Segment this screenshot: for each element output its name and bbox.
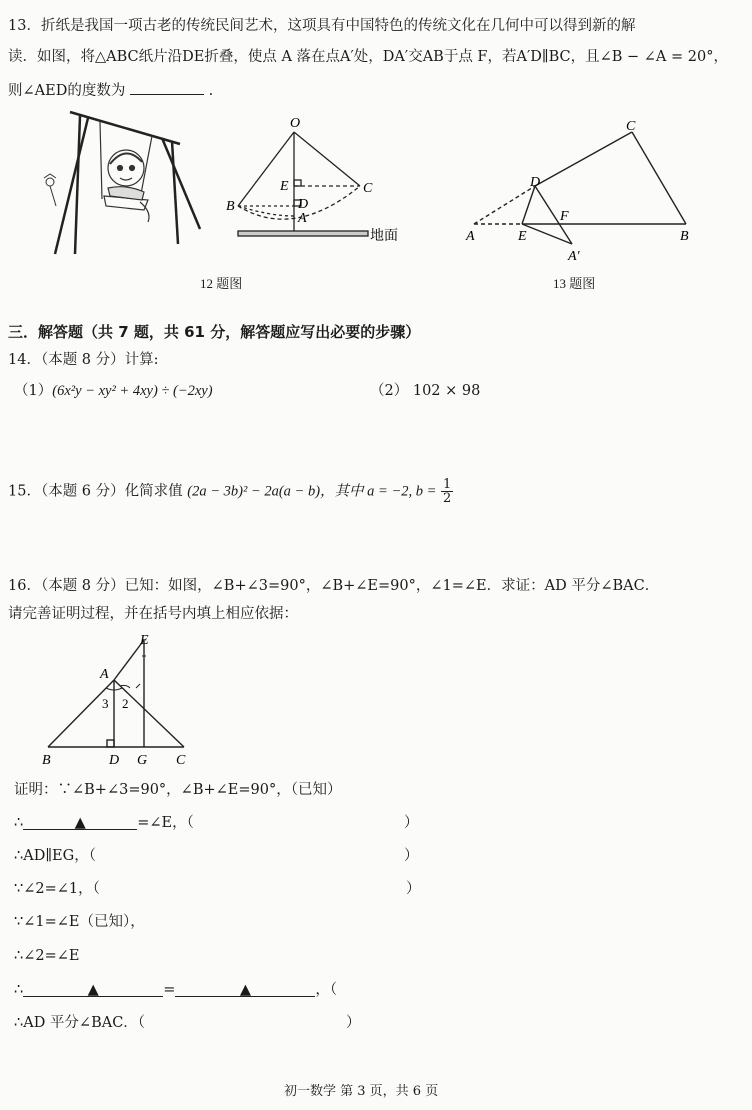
proof-line2 xyxy=(14,813,194,833)
q14-title: 14．（本题 8 分）计算: xyxy=(8,352,159,368)
proof-line3-close: ） xyxy=(404,848,419,864)
label-2: 2 xyxy=(122,696,129,711)
q13-line3-text: 则∠AED的度数为 xyxy=(8,83,126,99)
label-F: F xyxy=(560,209,569,224)
proof-line7-text: ，（ xyxy=(315,982,338,998)
figure-12-diagram xyxy=(220,112,410,247)
q15-expr: (2a − 3b)² − 2a(a − b)，其中 a = −2, b = xyxy=(187,483,437,500)
label-C: C xyxy=(626,119,636,134)
label-E: E xyxy=(140,633,149,648)
label-A: A xyxy=(298,211,307,226)
q14-part2 xyxy=(370,381,480,401)
q16-line1: 16．（本题 8 分）已知：如图，∠B+∠3=90°，∠B+∠E=90°，∠1=∠E．求证：AD 平分∠BAC． xyxy=(8,578,660,594)
q14-part2-label: （2） xyxy=(370,383,409,399)
q13-line3-end: . xyxy=(208,83,214,99)
label-C: C xyxy=(176,753,186,768)
proof-line4-close: ） xyxy=(406,881,421,897)
label-B: B xyxy=(42,753,51,768)
answer-blank-13[interactable] xyxy=(130,78,204,95)
proof-line5: ∵∠1=∠E（已知）， xyxy=(14,914,145,930)
label-D: D xyxy=(530,175,541,190)
q15-fraction xyxy=(441,478,453,505)
q13-line2: 读．如图，将△ABC纸片沿DE折叠，使点 A 落在点A′处，DA′交AB于点 F，若A′D∥BC，且∠B − ∠A = 20°， xyxy=(8,49,728,65)
figure-16-diagram xyxy=(36,630,196,770)
proof-blank-1[interactable] xyxy=(23,813,137,830)
swing-girl-illustration xyxy=(40,104,210,264)
fig13-caption: 13 题图 xyxy=(553,276,596,291)
label-D: D xyxy=(298,197,309,212)
proof-line2-close: ） xyxy=(404,815,419,831)
q13-line3 xyxy=(8,78,213,101)
proof-line1: 证明：∵∠B+∠3=90°，∠B+∠E=90°，（已知） xyxy=(14,782,342,798)
q15-frac-num: 1 xyxy=(443,477,452,492)
proof-line8-close: ） xyxy=(346,1015,361,1031)
q14-part1 xyxy=(14,381,213,401)
label-3: 3 xyxy=(102,696,109,711)
proof-line3: ∴AD∥EG，（ xyxy=(14,848,96,864)
label-O: O xyxy=(290,116,301,131)
blank-marker: ▲ xyxy=(239,982,251,998)
proof-blank-3[interactable] xyxy=(175,980,315,997)
label-B: B xyxy=(680,229,689,244)
blank-marker: ▲ xyxy=(87,982,99,998)
proof-line2-text: =∠E，（ xyxy=(137,815,194,831)
blank-marker: ▲ xyxy=(74,815,86,831)
q15-text: 15．（本题 6 分）化简求值 xyxy=(8,483,183,500)
proof-line8: ∴AD 平分∠BAC．（ xyxy=(14,1015,146,1031)
label-E: E xyxy=(518,229,527,244)
q14-part2-expr: 102 × 98 xyxy=(412,383,481,399)
q16-line2: 请完善证明过程，并在括号内填上相应依据： xyxy=(8,606,298,622)
proof-line6: ∴∠2=∠E xyxy=(14,948,80,964)
q13-line1: 13．折纸是我国一项古老的传统民间艺术，这项具有中国特色的传统文化在几何中可以得到新的解 xyxy=(8,18,636,34)
label-A: A xyxy=(466,229,475,244)
q14-part1-expr: (6x²y − xy² + 4xy) ÷ (−2xy) xyxy=(52,383,213,399)
label-A-prime: A′ xyxy=(568,249,580,264)
page-footer: 初一数学 第 3 页，共 6 页 xyxy=(284,1084,439,1099)
q15-frac-den: 2 xyxy=(443,491,452,506)
q15-line xyxy=(8,478,453,505)
proof-line7-prefix: ∴ xyxy=(14,982,24,998)
proof-line4: ∵∠2=∠1，（ xyxy=(14,881,100,897)
section3-title: 三．解答题（共 7 题，共 61 分，解答题应写出必要的步骤） xyxy=(8,323,421,341)
label-D: D xyxy=(109,753,120,768)
label-A: A xyxy=(100,667,109,682)
q14-part1-label: （1） xyxy=(14,383,53,399)
proof-line7 xyxy=(14,980,337,1000)
fig12-caption: 12 题图 xyxy=(200,276,243,291)
label-G: G xyxy=(137,753,148,768)
label-B: B xyxy=(226,199,235,214)
label-E: E xyxy=(280,179,289,194)
figure-13-diagram xyxy=(460,118,700,268)
proof-line2-prefix: ∴ xyxy=(14,815,24,831)
proof-blank-2[interactable] xyxy=(23,980,163,997)
proof-line7-eq: = xyxy=(163,982,176,998)
label-C: C xyxy=(363,181,373,196)
label-ground: 地面 xyxy=(370,229,398,244)
